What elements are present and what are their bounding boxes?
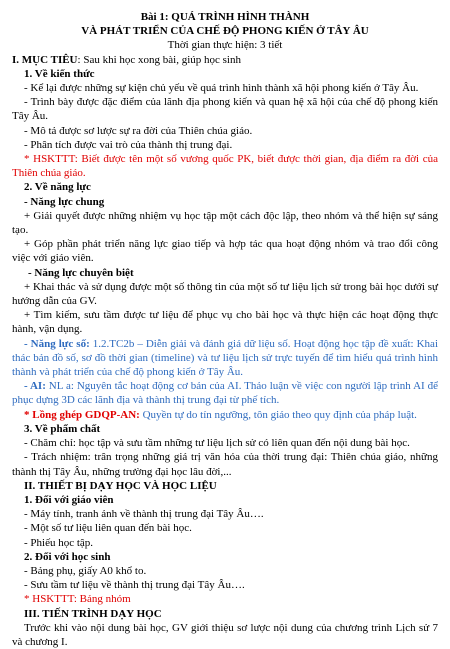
teacher-item: - Một số tư liệu liên quan đến bài học.: [24, 522, 192, 535]
digital-competence-text: 1.2.TC2b – Diễn giải và đánh giá dữ liệu số. Hoạt động học tập đề xuất: Khai thác bản đồ số, sơ đồ thời gian (timeline) và tư liệu lịch sử trực tuyến để tìm hiểu quá trình hình thành và phát triển của chế độ phong kiến ở Tây Âu.: [12, 337, 438, 379]
teacher-item: - Máy tính, tranh ảnh về thành thị trung đại Tây Âu….: [24, 508, 264, 521]
specific-competence-item: + Tìm kiếm, sưu tầm được tư liệu để phục vụ cho bài học và thực hiện các hoạt động thực hành, vận dụng.: [12, 309, 438, 336]
student-hskttt-note: * HSKTTT: Bảng nhóm: [24, 593, 131, 606]
equipment-heading: II. THIẾT BỊ DẠY HỌC VÀ HỌC LIỆU: [24, 479, 217, 492]
gdqp-label: * Lồng ghép GDQP-AN:: [24, 408, 140, 421]
knowledge-item: - Trình bày được đặc điểm của lãnh địa phong kiến và quan hệ xã hội của chế độ phong kiến Tây Âu.: [12, 96, 438, 123]
specific-competence-item: + Khai thác và sử dụng được một số thông tin của một số tư liệu lịch sử trong bài học dưới sự hướng dẫn của GV.: [12, 280, 438, 308]
quality-heading: 3. Về phẩm chất: [24, 422, 101, 435]
objectives-heading-rest: : Sau khi học xong bài, giúp học sinh: [77, 53, 241, 66]
process-heading: III. TIẾN TRÌNH DẠY HỌC: [24, 607, 162, 620]
lesson-subtitle: VÀ PHÁT TRIỂN CỦA CHẾ ĐỘ PHONG KIẾN Ở TÂY ÂU: [81, 25, 369, 38]
knowledge-item: - Phân tích được vai trò của thành thị trung đại.: [24, 138, 233, 151]
teacher-heading: 1. Đối với giáo viên: [24, 493, 114, 506]
student-item: - Bảng phụ, giấy A0 khổ to.: [24, 564, 147, 577]
general-competence-item: + Góp phần phát triển năng lực giao tiếp và hợp tác qua hoạt động nhóm và trao đổi công việc với giáo viên.: [12, 238, 438, 265]
quality-item: - Trách nhiệm: trân trọng những giá trị văn hóa của thời trung đại: Thiên chúa giáo, những thành thị Tây Âu, những trường đại học lâu đời,...: [12, 451, 438, 478]
general-competence-item: + Giải quyết được những nhiệm vụ học tập một cách độc lập, theo nhóm và thể hiện sự sáng tạo.: [12, 209, 438, 237]
student-heading: 2. Đối với học sinh: [24, 550, 111, 563]
ai-competence: [12, 379, 438, 407]
lesson-title: Bài 1: QUÁ TRÌNH HÌNH THÀNH: [140, 11, 310, 23]
digital-competence: [12, 337, 438, 380]
competence-heading: 2. Về năng lực: [24, 181, 91, 194]
hskttt-note: * HSKTTT: Biết được tên một số vương quốc PK, biết được thời gian, địa điểm ra đời của Thiên chúa giáo.: [12, 153, 438, 180]
knowledge-item: - Mô tả được sơ lược sự ra đời của Thiên chúa giáo.: [24, 124, 253, 137]
digital-competence-label: - Năng lực số:: [24, 337, 90, 350]
quality-item: - Chăm chỉ: học tập và sưu tầm những tư liệu lịch sử có liên quan đến nội dung bài học.: [24, 437, 410, 450]
knowledge-item: - Kể lại được những sự kiện chủ yếu về quá trình hình thành xã hội phong kiến ở Tây Âu.: [24, 82, 419, 95]
objectives-heading: [12, 53, 438, 67]
ai-competence-text: NL a: Nguyên tắc hoạt động cơ bản của AI. Thảo luận về việc con người lập trình AI để phục dựng 3D các lãnh địa và thành thị trung đại từ phế tích.: [12, 380, 439, 407]
teacher-item: - Phiếu học tập.: [24, 536, 94, 549]
gdqp-text: Quyền tự do tín ngưỡng, tôn giáo theo quy định của pháp luật.: [139, 408, 417, 421]
general-competence-heading: - Năng lực chung: [24, 195, 105, 208]
objectives-heading-prefix: I. MỤC TIÊU: [12, 53, 78, 66]
knowledge-heading: 1. Về kiến thức: [24, 67, 95, 80]
specific-competence-heading: - Năng lực chuyên biệt: [28, 266, 134, 279]
gdqp-integration: [12, 408, 438, 422]
ai-competence-label: - AI:: [24, 380, 46, 393]
duration: Thời gian thực hiện: 3 tiết: [167, 39, 283, 52]
process-intro: Trước khi vào nội dung bài học, GV giới thiệu sơ lược nội dung của chương trình Lịch sử 7 và chương I.: [12, 621, 438, 648]
student-item: - Sưu tầm tư liệu về thành thị trung đại Tây Âu….: [24, 579, 245, 592]
